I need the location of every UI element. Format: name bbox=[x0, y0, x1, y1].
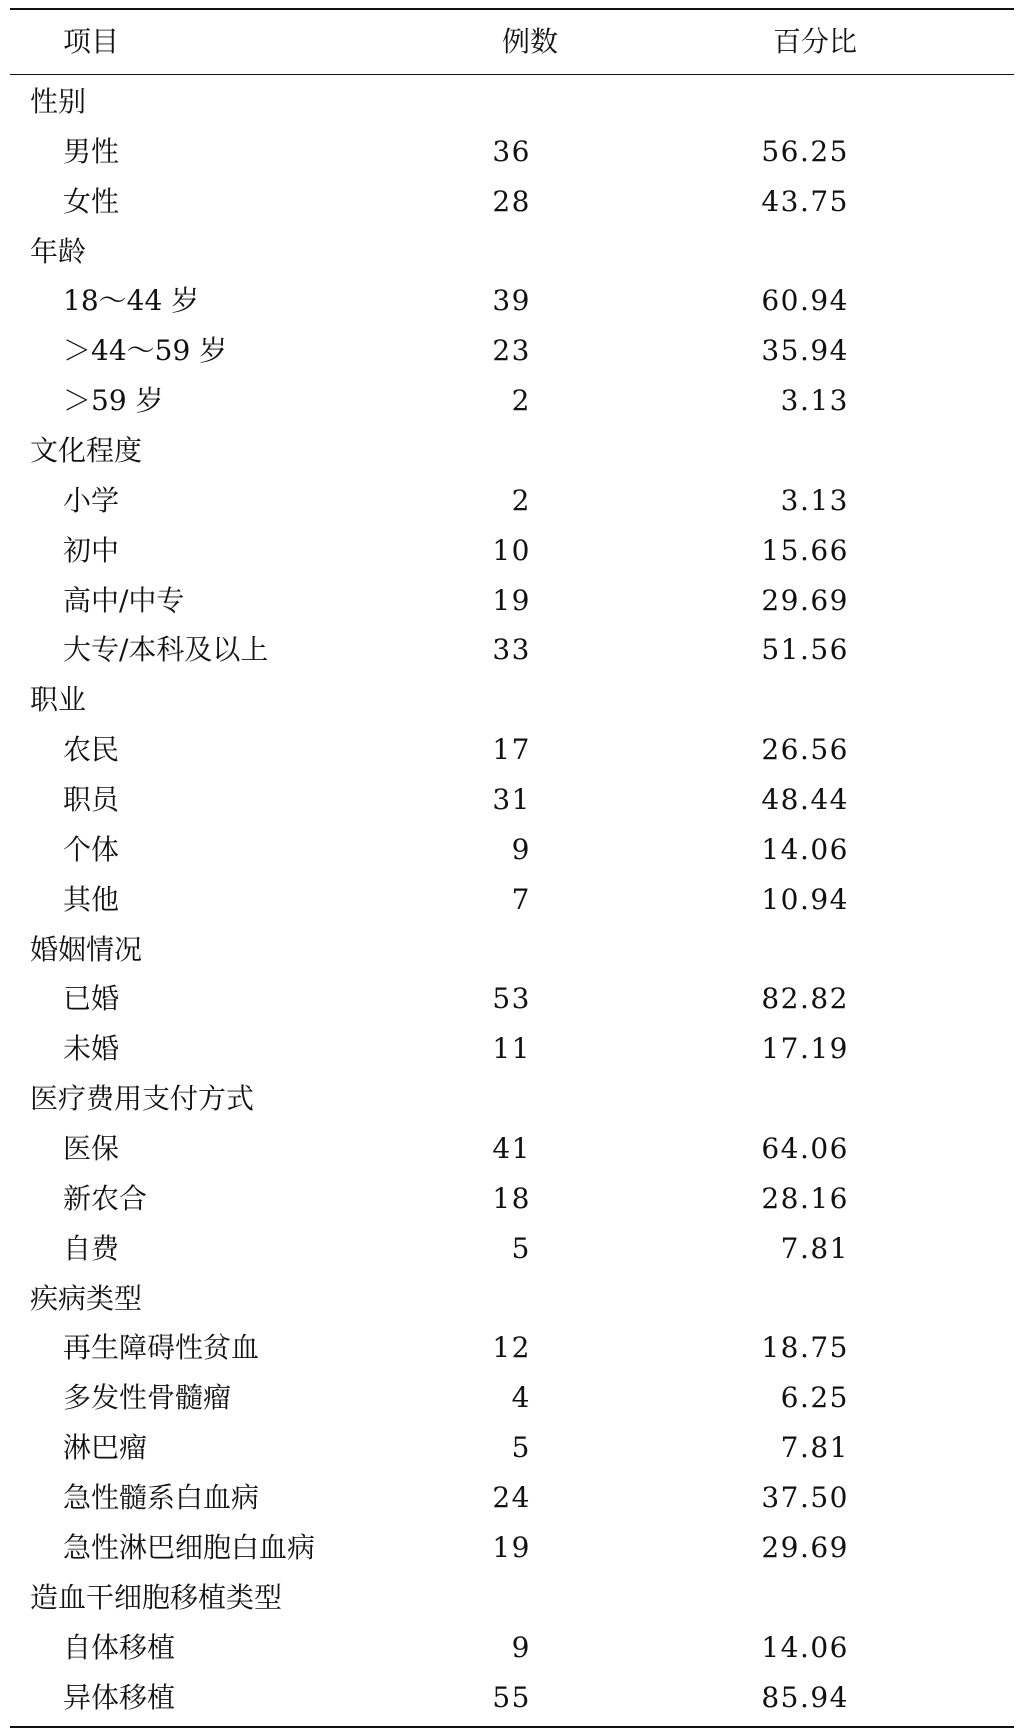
table-row bbox=[10, 1373, 1014, 1423]
count-cell: 28 bbox=[492, 184, 531, 218]
count-cell: 4 bbox=[511, 1381, 531, 1415]
count-cell: 19 bbox=[492, 583, 531, 617]
count-cell: 33 bbox=[492, 633, 531, 667]
row-label: 大专/本科及以上 bbox=[63, 633, 269, 667]
category-label: 性别 bbox=[30, 85, 87, 118]
table-row bbox=[10, 775, 1014, 825]
table-row bbox=[10, 1673, 1014, 1723]
table-row bbox=[10, 1323, 1014, 1373]
category-label: 年龄 bbox=[30, 234, 87, 268]
table-row bbox=[10, 1174, 1014, 1224]
table-row bbox=[10, 177, 1014, 227]
percent-cell: 17.19 bbox=[761, 1032, 849, 1066]
row-label: ＞44～59 岁 bbox=[63, 334, 228, 368]
percent-cell: 14.06 bbox=[761, 832, 849, 866]
percent-cell: 43.75 bbox=[761, 184, 849, 218]
count-cell: 23 bbox=[492, 334, 531, 368]
table-row bbox=[10, 1024, 1014, 1074]
header-item: 项目 bbox=[63, 25, 120, 58]
table-row bbox=[10, 875, 1014, 925]
row-label: 个体 bbox=[63, 832, 120, 866]
table-row bbox=[10, 576, 1014, 626]
percent-cell: 3.13 bbox=[780, 384, 849, 418]
count-cell: 18 bbox=[492, 1181, 531, 1215]
percent-cell: 14.06 bbox=[761, 1630, 849, 1664]
table-row bbox=[10, 1423, 1014, 1473]
category-label: 婚姻情况 bbox=[30, 932, 143, 966]
category-row bbox=[10, 1074, 1014, 1124]
count-cell: 10 bbox=[492, 533, 531, 567]
category-row bbox=[10, 1573, 1014, 1623]
percent-cell: 37.50 bbox=[761, 1481, 849, 1515]
row-label: 自体移植 bbox=[63, 1630, 176, 1664]
category-label: 职业 bbox=[30, 683, 87, 717]
percent-cell: 29.69 bbox=[761, 1530, 849, 1564]
category-row bbox=[10, 925, 1014, 975]
percent-cell: 29.69 bbox=[761, 583, 849, 617]
count-cell: 2 bbox=[511, 483, 531, 517]
table-row bbox=[10, 376, 1014, 426]
row-label: 未婚 bbox=[63, 1032, 120, 1066]
table-row bbox=[10, 625, 1014, 675]
category-row bbox=[10, 77, 1014, 127]
table-row bbox=[10, 1124, 1014, 1174]
table-row bbox=[10, 276, 1014, 326]
count-cell: 5 bbox=[511, 1431, 531, 1465]
table-row bbox=[10, 476, 1014, 526]
row-label: 男性 bbox=[63, 134, 120, 168]
row-label: 其他 bbox=[63, 882, 120, 916]
table-row bbox=[10, 1523, 1014, 1573]
count-cell: 9 bbox=[511, 1630, 531, 1664]
count-cell: 41 bbox=[492, 1132, 531, 1166]
table-row bbox=[10, 1224, 1014, 1274]
count-cell: 55 bbox=[492, 1680, 531, 1714]
count-cell: 5 bbox=[511, 1231, 531, 1265]
category-label: 医疗费用支付方式 bbox=[30, 1082, 255, 1116]
count-cell: 2 bbox=[511, 384, 531, 418]
table-row bbox=[10, 1473, 1014, 1523]
row-label: 高中/中专 bbox=[63, 583, 185, 617]
count-cell: 7 bbox=[511, 882, 531, 916]
header-percent: 百分比 bbox=[772, 25, 857, 58]
percent-cell: 7.81 bbox=[780, 1231, 849, 1265]
count-cell: 36 bbox=[492, 134, 531, 168]
table-row bbox=[10, 127, 1014, 177]
count-cell: 11 bbox=[492, 1032, 531, 1066]
percent-cell: 64.06 bbox=[761, 1132, 849, 1166]
percent-cell: 51.56 bbox=[761, 633, 849, 667]
count-cell: 39 bbox=[492, 284, 531, 318]
row-label: 多发性骨髓瘤 bbox=[63, 1381, 232, 1415]
percent-cell: 10.94 bbox=[761, 882, 849, 916]
count-cell: 24 bbox=[492, 1481, 531, 1515]
count-cell: 19 bbox=[492, 1530, 531, 1564]
row-label: 农民 bbox=[63, 733, 120, 767]
category-row bbox=[10, 426, 1014, 476]
count-cell: 9 bbox=[511, 832, 531, 866]
table-row bbox=[10, 974, 1014, 1024]
table-row bbox=[10, 326, 1014, 376]
percent-cell: 60.94 bbox=[761, 284, 849, 318]
row-label: 初中 bbox=[63, 533, 120, 567]
percent-cell: 7.81 bbox=[780, 1431, 849, 1465]
header-count: 例数 bbox=[501, 25, 558, 58]
row-label: 急性淋巴细胞白血病 bbox=[63, 1530, 316, 1564]
percent-cell: 82.82 bbox=[761, 982, 849, 1016]
category-label: 疾病类型 bbox=[30, 1281, 143, 1315]
percent-cell: 3.13 bbox=[780, 483, 849, 517]
row-label: 女性 bbox=[63, 184, 120, 218]
table-row bbox=[10, 526, 1014, 576]
percent-cell: 26.56 bbox=[761, 733, 849, 767]
count-cell: 12 bbox=[492, 1331, 531, 1365]
row-label: 职员 bbox=[63, 783, 120, 817]
table-header-row bbox=[10, 10, 1014, 74]
table-row bbox=[10, 725, 1014, 775]
row-label: 已婚 bbox=[63, 982, 120, 1016]
count-cell: 17 bbox=[492, 733, 531, 767]
category-row bbox=[10, 1274, 1014, 1324]
row-label: ＞59 岁 bbox=[63, 384, 164, 418]
category-label: 造血干细胞移植类型 bbox=[30, 1580, 283, 1614]
row-label: 异体移植 bbox=[63, 1680, 176, 1714]
count-cell: 53 bbox=[492, 982, 531, 1016]
percent-cell: 56.25 bbox=[761, 134, 849, 168]
table-row bbox=[10, 825, 1014, 875]
row-label: 医保 bbox=[63, 1132, 120, 1166]
row-label: 自费 bbox=[63, 1231, 120, 1265]
percent-cell: 85.94 bbox=[761, 1680, 849, 1714]
percent-cell: 18.75 bbox=[761, 1331, 849, 1365]
percent-cell: 15.66 bbox=[761, 533, 849, 567]
percent-cell: 35.94 bbox=[761, 334, 849, 368]
percent-cell: 6.25 bbox=[780, 1381, 849, 1415]
row-label: 新农合 bbox=[63, 1181, 148, 1215]
category-label: 文化程度 bbox=[30, 434, 143, 468]
table-row bbox=[10, 1623, 1014, 1673]
count-cell: 31 bbox=[492, 783, 531, 817]
row-label: 18～44 岁 bbox=[63, 284, 200, 318]
category-row bbox=[10, 227, 1014, 277]
demographics-table bbox=[10, 8, 1014, 1728]
row-label: 小学 bbox=[63, 483, 120, 517]
row-label: 再生障碍性贫血 bbox=[63, 1331, 260, 1365]
row-label: 急性髓系白血病 bbox=[63, 1481, 260, 1515]
table-body bbox=[10, 75, 1014, 1726]
percent-cell: 28.16 bbox=[761, 1181, 849, 1215]
row-label: 淋巴瘤 bbox=[63, 1431, 148, 1465]
percent-cell: 48.44 bbox=[761, 783, 849, 817]
category-row bbox=[10, 675, 1014, 725]
